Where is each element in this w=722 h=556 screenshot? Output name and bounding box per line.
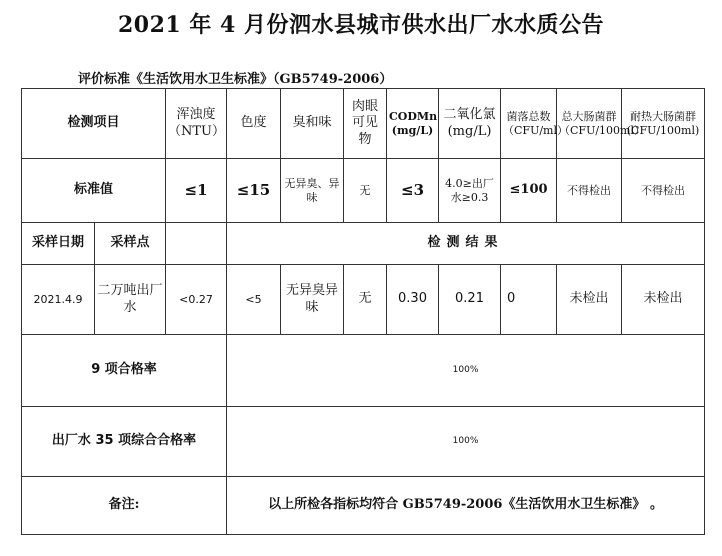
pass-rate-9-label: 9 项合格率: [22, 335, 227, 407]
sample-coliform: 未检出: [557, 265, 622, 335]
header-item: 检测项目: [22, 89, 166, 159]
page-title: 2021 年 4 月份泗水县城市供水出厂水水质公告: [117, 12, 605, 38]
remark-text: 以上所检各指标均符合 GB5749-2006《生活饮用水卫生标准》 。: [227, 477, 705, 535]
water-quality-table: [21, 88, 705, 535]
standard-turbidity: ≤1: [166, 159, 227, 223]
standard-odor: 无异臭、异味: [281, 159, 344, 223]
standard-coliform: 不得检出: [557, 159, 622, 223]
header-thermo-coliform: 耐热大肠菌群 (CFU/100ml): [622, 89, 705, 159]
sample-chlorine-dioxide: 0.21: [439, 265, 501, 335]
remark-row: [22, 477, 705, 535]
sample-color: <5: [227, 265, 281, 335]
sample-codmn: 0.30: [387, 265, 439, 335]
header-visible: 肉眼可见物: [344, 89, 387, 159]
header-sample-date: 采样日期: [22, 223, 95, 265]
standard-thermo-coliform: 不得检出: [622, 159, 705, 223]
sample-colony: 0: [501, 265, 557, 335]
standard-row: [22, 159, 705, 223]
result-header-row: [22, 223, 705, 265]
standard-colony: ≤100: [501, 159, 557, 223]
sample-site: 二万吨出厂水: [95, 265, 166, 335]
standard-codmn: ≤3: [387, 159, 439, 223]
pass-rate-35-label: 出厂水 35 项综合合格率: [22, 407, 227, 477]
standard-label: 标准值: [22, 159, 166, 223]
header-chlorine-dioxide: 二氧化氯 (mg/L): [439, 89, 501, 159]
sample-odor: 无异臭异味: [281, 265, 344, 335]
header-odor: 臭和味: [281, 89, 344, 159]
sample-turbidity: <0.27: [166, 265, 227, 335]
header-sample-site: 采样点: [95, 223, 166, 265]
header-color: 色度: [227, 89, 281, 159]
pass-rate-35-row: [22, 407, 705, 477]
sample-visible: 无: [344, 265, 387, 335]
evaluation-standard: 评价标准《生活饮用水卫生标准》（GB5749-2006）: [78, 72, 393, 87]
header-codmn: CODMn (mg/L): [387, 89, 439, 159]
pass-rate-9-row: [22, 335, 705, 407]
sample-date: 2021.4.9: [22, 265, 95, 335]
pass-rate-9-value: 100%: [227, 335, 705, 407]
header-row: [22, 89, 705, 159]
standard-color: ≤15: [227, 159, 281, 223]
sample-thermo-coliform: 未检出: [622, 265, 705, 335]
result-header-spacer: [166, 223, 227, 265]
pass-rate-35-value: 100%: [227, 407, 705, 477]
header-colony: 菌落总数（CFU/ml）: [501, 89, 557, 159]
header-results: 检测结果: [227, 223, 705, 265]
standard-visible: 无: [344, 159, 387, 223]
sample-row: [22, 265, 705, 335]
header-turbidity: 浑浊度（NTU）: [166, 89, 227, 159]
remark-label: 备注:: [22, 477, 227, 535]
header-coliform: 总大肠菌群（CFU/100ml）: [557, 89, 622, 159]
standard-chlorine-dioxide: 4.0≥出厂水≥0.3: [439, 159, 501, 223]
